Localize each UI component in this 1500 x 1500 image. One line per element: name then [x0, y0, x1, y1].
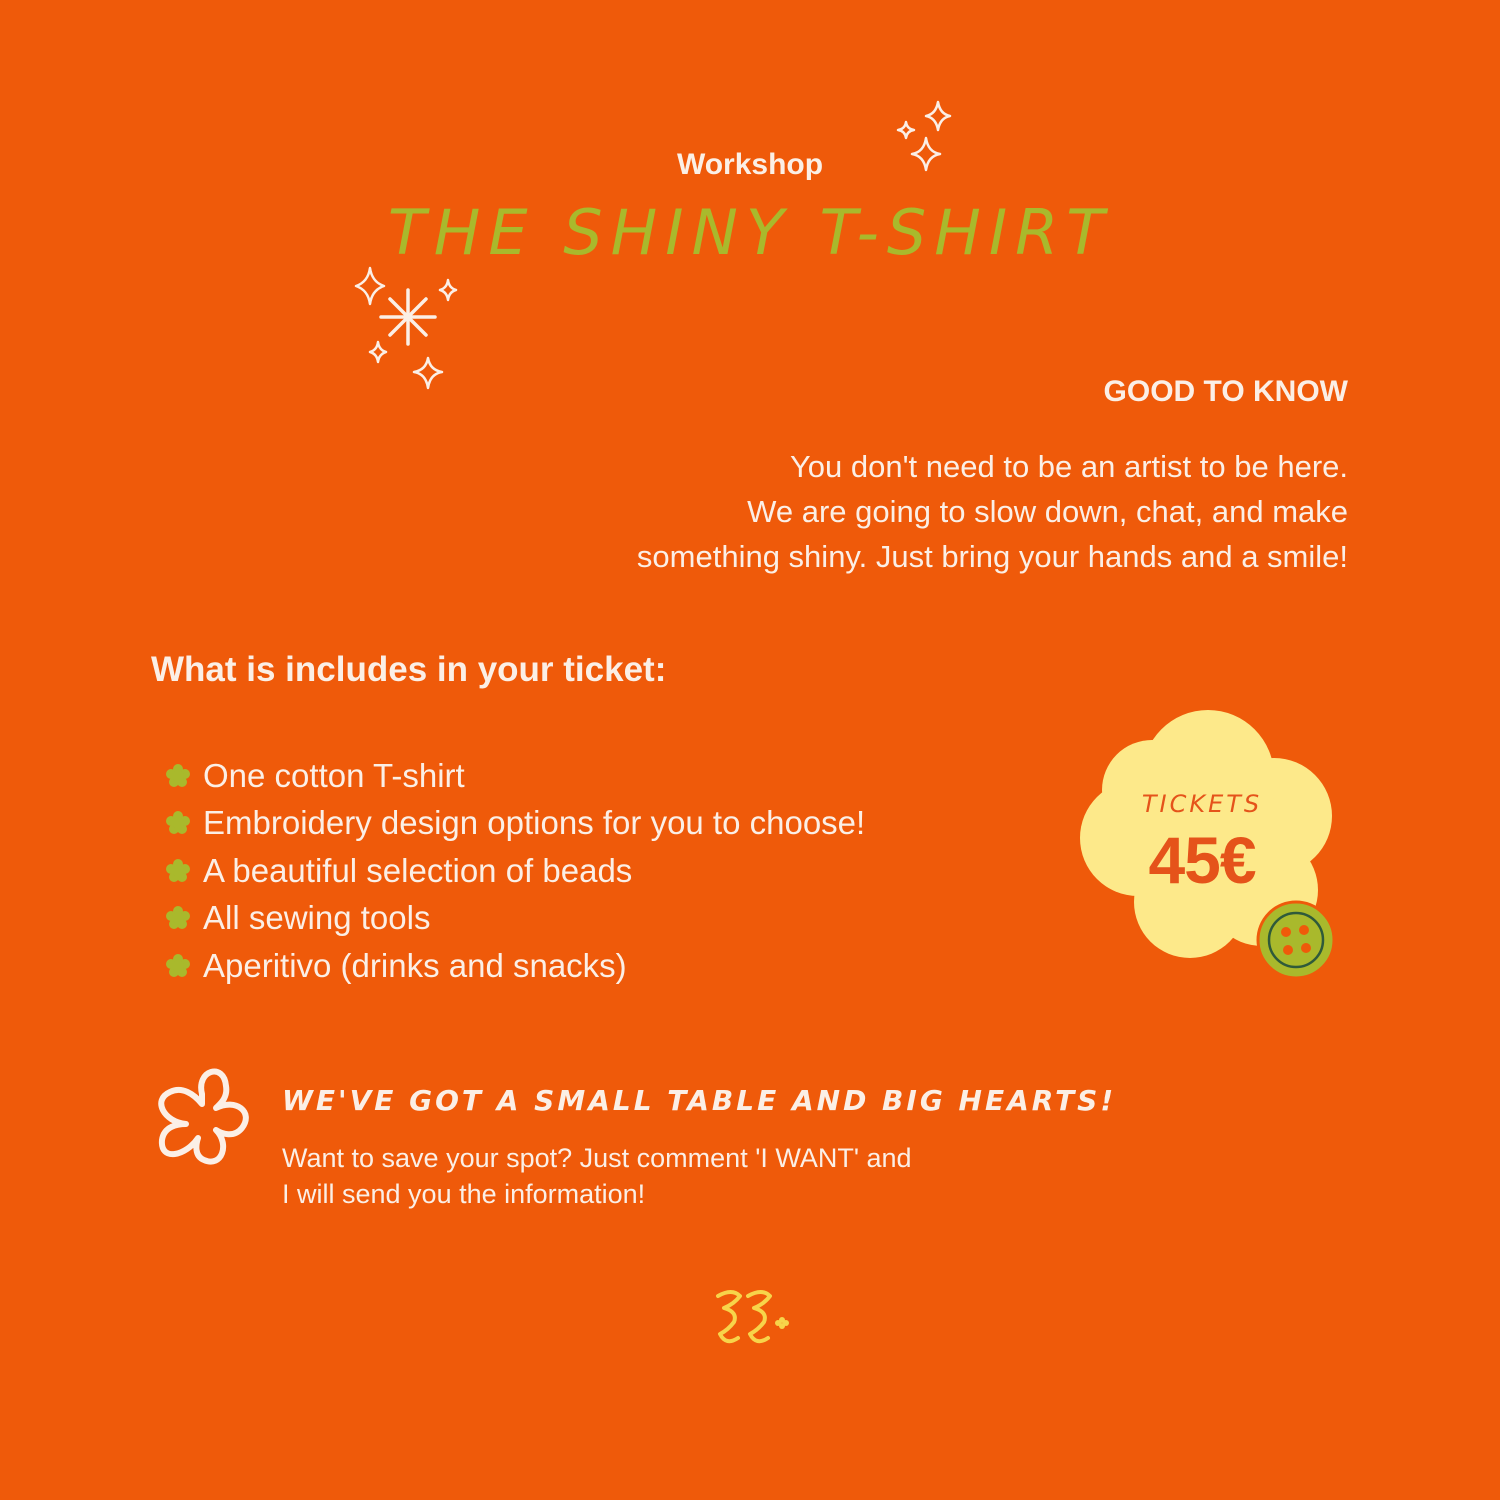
list-item-text: Aperitivo (drinks and snacks)	[203, 946, 627, 984]
list-item-text: All sewing tools	[203, 899, 431, 937]
list-item	[165, 800, 865, 848]
sparkles-cluster-icon	[348, 262, 466, 397]
badge-label: TICKETS	[1141, 790, 1263, 818]
callout-text	[282, 1140, 1082, 1212]
list-item-text: A beautiful selection of beads	[203, 851, 633, 889]
good-to-know-line: something shiny. Just bring your hands and a smile!	[636, 539, 1348, 574]
flower-outline-icon	[150, 1064, 260, 1182]
page-title: THE SHINY T-SHIRT	[387, 196, 1113, 269]
callout-line: Want to save your spot? Just comment 'I WANT' and	[282, 1143, 912, 1173]
list-item	[165, 752, 865, 800]
flower-bullet-icon	[165, 905, 191, 931]
flower-bullet-icon	[165, 763, 191, 789]
flower-bullet-icon	[165, 858, 191, 884]
list-item-text: One cotton T-shirt	[203, 756, 465, 794]
list-item	[165, 942, 865, 990]
includes-list	[165, 752, 865, 990]
logo-icon	[712, 1286, 792, 1352]
list-item	[165, 847, 865, 895]
callout-title: WE'VE GOT A SMALL TABLE AND BIG HEARTS!	[282, 1084, 1117, 1117]
callout-line: I will send you the information!	[282, 1179, 646, 1209]
good-to-know-heading: GOOD TO KNOW	[1103, 375, 1348, 408]
good-to-know-line: You don't need to be an artist to be here.	[789, 449, 1348, 484]
flower-bullet-icon	[165, 810, 191, 836]
list-item	[165, 895, 865, 943]
flower-bullet-icon	[165, 953, 191, 979]
button-icon	[1258, 902, 1334, 978]
includes-heading: What is includes in your ticket:	[151, 650, 667, 689]
list-item-text: Embroidery design options for you to choose!	[203, 804, 866, 842]
good-to-know-text	[448, 444, 1348, 579]
workshop-eyebrow: Workshop	[676, 148, 824, 181]
badge-price: 45€	[1148, 823, 1256, 897]
good-to-know-line: We are going to slow down, chat, and make	[747, 494, 1348, 529]
sparkles-icon	[888, 96, 958, 181]
